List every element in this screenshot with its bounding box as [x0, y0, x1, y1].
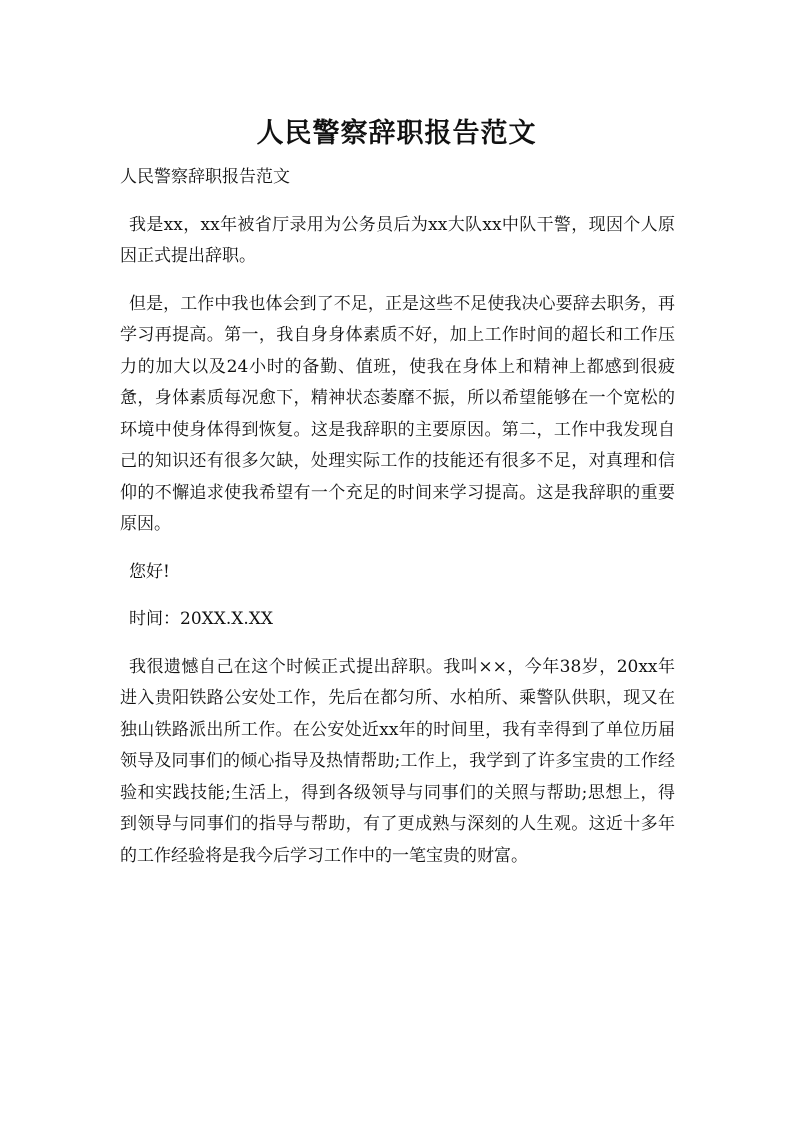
document-title: 人民警察辞职报告范文	[256, 118, 537, 150]
paragraph-greeting: 您好!	[129, 561, 170, 582]
document-subtitle: 人民警察辞职报告范文	[120, 167, 290, 187]
paragraph-intro: 我是xx，xx年被省厅录用为公务员后为xx大队xx中队干警，现因个人原因正式提出辞职。	[120, 214, 675, 266]
document-body	[120, 162, 675, 888]
paragraph-experience: 我很遗憾自己在这个时候正式提出辞职。我叫××，今年38岁，20xx年进入贵阳铁路公安处工作，先后在都匀所、水柏所、乘警队供职，现又在独山铁路派出所工作。在公安处近xx年的时间里，我有幸得到了单位历届领导及同事们的倾心指导及热情帮助;工作上，我学到了许多宝贵的工作经验和实践技能;生活上，得到各级领导与同事们的关照与帮助;思想上，得到领导与同事们的指导与帮助，有了更成熟与深刻的人生观。这近十多年的工作经验将是我今后学习工作中的一笔宝贵的财富。	[120, 656, 675, 866]
paragraph-date: 时间：20XX.X.XX	[129, 609, 273, 629]
paragraph-reasons: 但是，工作中我也体会到了不足，正是这些不足使我决心要辞去职务，再学习再提高。第一，我自身身体素质不好，加上工作时间的超长和工作压力的加大以及24小时的备勤、值班，使我在身体上和精神上都感到很疲惫，身体素质每况愈下，精神状态萎靡不振，所以希望能够在一个宽松的环境中使身体得到恢复。这是我辞职的主要原因。第二，工作中我发现自己的知识还有很多欠缺，处理实际工作的技能还有很多不足，对真理和信仰的不懈追求使我希望有一个充足的时间来学习提高。这是我辞职的重要原因。	[120, 293, 675, 534]
